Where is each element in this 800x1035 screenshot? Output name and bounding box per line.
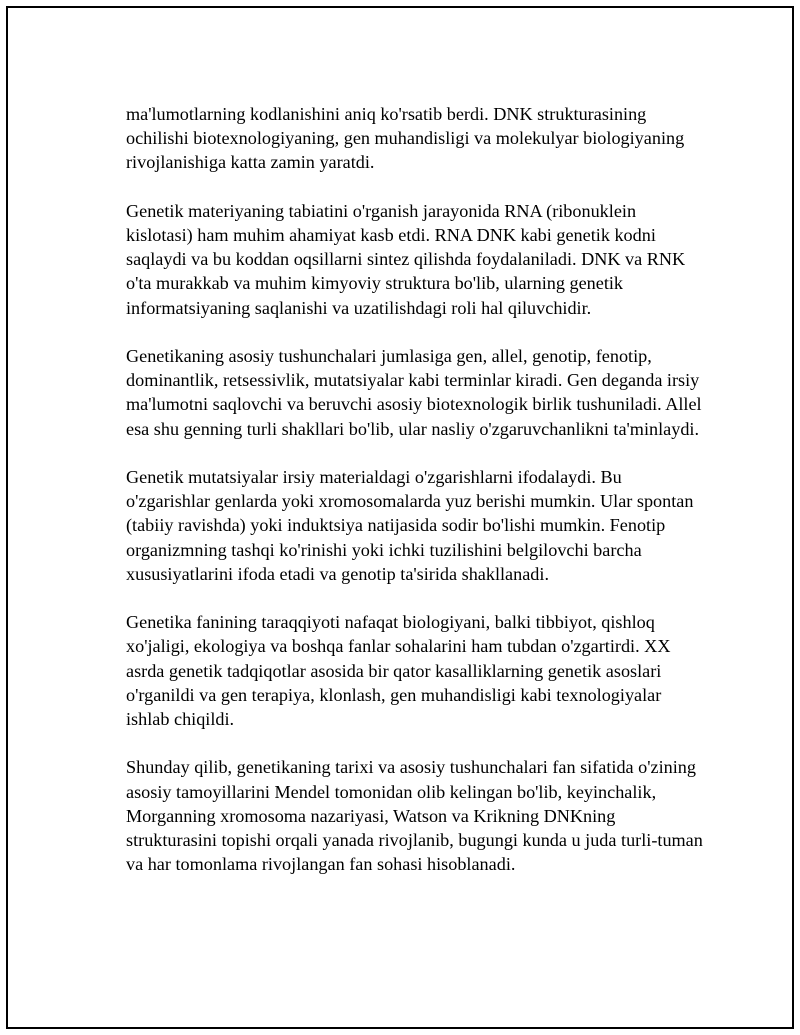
paragraph-3: Genetikaning asosiy tushunchalari jumlasiga gen, allel, genotip, fenotip, dominantlik, retsessivlik, mutatsiyalar kabi terminlar kiradi. Gen deganda irsiy ma'lumotni saqlovchi va beruvchi asosiy biotexnologik birlik tushuniladi. Allel esa shu genning turli shakllari bo'lib, ular nasliy o'zgaruvchanlikni ta'minlaydi. (126, 346, 702, 439)
page-frame (6, 6, 794, 1029)
paragraph-2: Genetik materiyaning tabiatini o'rganish jarayonida RNA (ribonuklein kislotasi) ham muhim ahamiyat kasb etdi. RNA DNK kabi genetik kodni saqlaydi va bu koddan oqsillarni sintez qilishda foydalaniladi. DNK va RNK o'ta murakkab va muhim kimyoviy struktura bo'lib, ularning genetik informatsiyaning saqlanishi va uzatilishdagi roli hal qiluvchidir. (126, 200, 686, 318)
paragraph-6: Shunday qilib, genetikaning tarixi va asosiy tushunchalari fan sifatida o'zining asosiy tamoyillarini Mendel tomonidan olib kelingan bo'lib, keyinchalik, Morganning xromosoma nazariyasi, Watson va Krikning DNKning strukturasini topishi orqali yanada rivojlanib, bugungi kunda u juda turli-tuman va har tomonlama rivojlangan fan sohasi hisoblanadi. (126, 757, 703, 875)
document-body (126, 102, 706, 876)
paragraph-4: Genetik mutatsiyalar irsiy materialdagi o'zgarishlarni ifodalaydi. Bu o'zgarishlar genlarda yoki xromosomalarda yuz berishi mumkin. Ular spontan (tabiiy ravishda) yoki induktsiya natijasida sodir bo'lishi mumkin. Fenotip organizmning tashqi ko'rinishi yoki ichki tuzilishini belgilovchi barcha xususiyatlarini ifoda etadi va genotip ta'sirida shakllanadi. (126, 467, 694, 584)
paragraph-5: Genetika fanining taraqqiyoti nafaqat biologiyani, balki tibbiyot, qishloq xo'jaligi, ekologiya va boshqa fanlar sohalarini ham tubdan o'zgartirdi. XX asrda genetik tadqiqotlar asosida bir qator kasalliklarning genetik asoslari o'rganildi va gen terapiya, klonlash, gen muhandisligi kabi texnologiyalar ishlab chiqildi. (126, 612, 671, 730)
paragraph-1: ma'lumotlarning kodlanishini aniq ko'rsatib berdi. DNK strukturasining ochilishi biotexnologiyaning, gen muhandisligi va molekulyar biologiyaning rivojlanishiga katta zamin yaratdi. (126, 104, 685, 173)
